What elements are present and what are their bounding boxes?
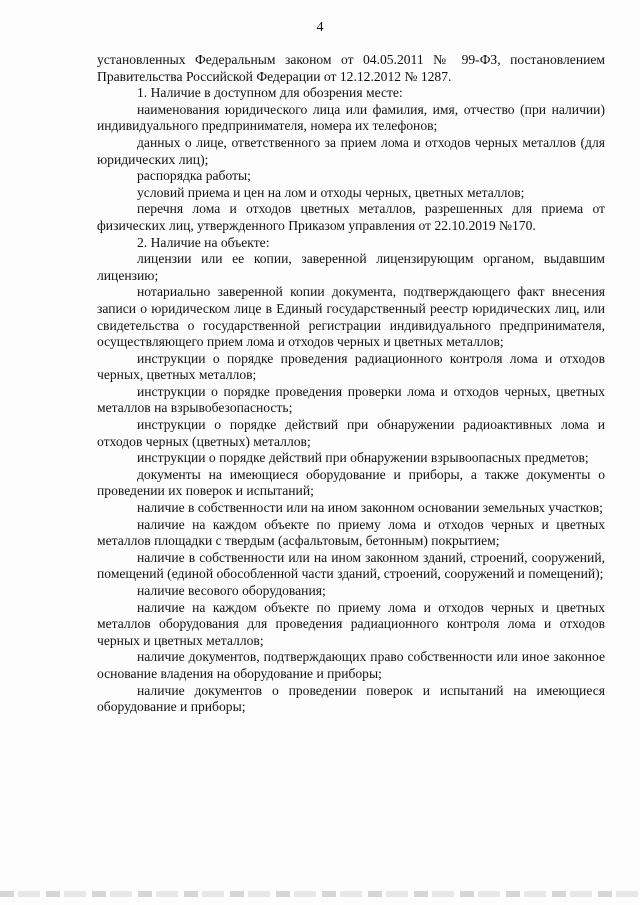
section-heading-1: 1. Наличие в доступном для обозрения месте: [137,85,403,101]
list-item: инструкции о порядке проведения проверки лома и отходов черных, цветных металлов на взрывобезопасность; [97,383,605,416]
paragraph-continuation: установленных Федеральным законом от 04.05.2011 № 99-ФЗ, постановлением Правительства Российской Федерации от 12.12.2012 № 1287. [97,52,605,84]
list-item: наличие документов, подтверждающих право собственности или иное законное основание владения на оборудование и приборы; [97,649,605,681]
list-item: наименования юридического лица или фамилия, имя, отчество (при наличии) индивидуального предпринимателя, номера их телефонов; [97,101,605,134]
list-item: перечня лома и отходов цветных металлов, разрешенных для приема от физических лиц, утвержденного Приказом управления от 22.10.2019 №170. [97,201,605,233]
list-item: инструкции о порядке действий при обнаружении взрывоопасных предметов; [137,450,589,466]
list-item: наличие весового оборудования; [137,583,326,598]
list-item: данных о лице, ответственного за прием лома и отходов черных металлов (для юридических лиц); [97,134,605,167]
list-item: нотариально заверенной копии документа, подтверждающего факт внесения записи о юридическом лице в Единый государственный реестр юридических лиц, или свидетельства о государственной регистрации индивидуального предпринимателя, осуществляющего прием лома и отходов черных и цветных металлов; [97,284,605,350]
list-item: наличие в собственности или на ином законном основании земельных участков; [137,500,603,516]
section-heading-2: 2. Наличие на объекте: [137,234,270,250]
list-item: документы на имеющиеся оборудование и приборы, а также документы о проведении их поверок и испытаний; [97,466,605,499]
list-item: наличие в собственности или на ином законном зданий, строений, сооружений, помещений (единой обособленной части зданий, строений, сооружений и помещений); [97,549,605,582]
list-item: распорядка работы; [137,168,251,184]
list-item: инструкции о порядке проведения радиационного контроля лома и отходов черных, цветных металлов; [97,350,605,383]
list-item: наличие на каждом объекте по приему лома и отходов черных и цветных металлов площадки с твердым (асфальтовым, бетонным) покрытием; [97,516,605,549]
list-item: условий приема и цен на лом и отходы черных, цветных металлов; [137,184,525,200]
document-body [97,52,605,716]
scan-artifact-line [0,891,640,897]
list-item: наличие на каждом объекте по приему лома и отходов черных и цветных металлов оборудования для проведения радиационного контроля лома и отходов черных и цветных металлов; [97,599,605,648]
list-item: наличие документов о проведении поверок и испытаний на имеющиеся оборудование и приборы; [97,682,605,715]
page-number: 4 [316,20,324,35]
list-item: лицензии или ее копии, заверенной лицензирующим органом, выдавшим лицензию; [97,251,605,283]
list-item: инструкции о порядке действий при обнаружении радиоактивных лома и отходов черных (цветных) металлов; [97,417,605,449]
